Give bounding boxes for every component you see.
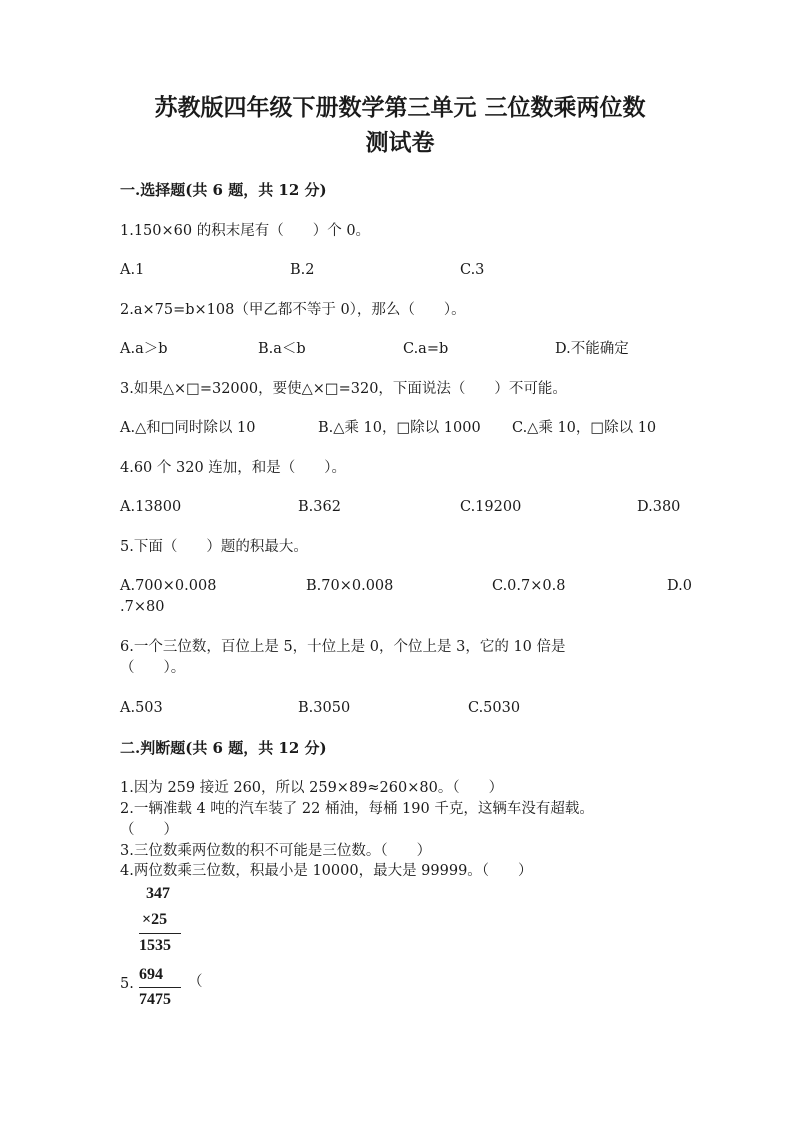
- page-title-line2: 测试卷: [365, 129, 435, 156]
- page-title-line1: 苏教版四年级下册数学第三单元 三位数乘两位数: [154, 94, 646, 121]
- q1-option-b: B.2: [290, 262, 315, 278]
- q5-option-c: C.0.7×0.8: [492, 578, 566, 594]
- question-6-continued: （ ）。: [120, 660, 186, 676]
- question-1: 1.150×60 的积末尾有（ ）个 0。: [120, 223, 371, 239]
- q2-option-c: C.a=b: [403, 341, 449, 357]
- section-heading-judgment: 二.判断题(共 6 题，共 12 分): [120, 739, 327, 757]
- q2-option-d: D.不能确定: [555, 341, 629, 357]
- q2-option-a: A.a＞b: [120, 341, 168, 357]
- q4-option-c: C.19200: [460, 499, 522, 515]
- judgment-item-5-paren: （: [188, 974, 203, 990]
- calc-multiplicand: 347: [146, 885, 170, 902]
- q4-option-d: D.380: [637, 499, 681, 515]
- q6-option-c: C.5030: [468, 700, 521, 716]
- q5-option-d-part2: .7×80: [120, 599, 165, 615]
- calc-partial-product-2: 694: [139, 966, 163, 983]
- q6-option-b: B.3050: [298, 700, 351, 716]
- q3-option-b: B.△乘 10，□除以 1000: [318, 420, 481, 436]
- question-2: 2.a×75=b×108（甲乙都不等于 0），那么（ ）。: [120, 302, 466, 318]
- calc-result: 7475: [139, 991, 171, 1008]
- q1-option-c: C.3: [460, 262, 485, 278]
- calc-rule-1: [139, 933, 181, 934]
- judgment-item-2: 2.一辆准载 4 吨的汽车装了 22 桶油，每桶 190 千克，这辆车没有超载。: [120, 801, 594, 817]
- q1-option-a: A.1: [120, 262, 145, 278]
- q5-option-b: B.70×0.008: [306, 578, 394, 594]
- question-4: 4.60 个 320 连加，和是（ ）。: [120, 460, 347, 476]
- q4-option-a: A.13800: [120, 499, 182, 515]
- calc-partial-product-1: 1535: [139, 937, 171, 954]
- question-3: 3.如果△×□=32000，要使△×□=320，下面说法（ ）不可能。: [120, 381, 567, 397]
- q5-option-a: A.700×0.008: [120, 578, 217, 594]
- q5-option-d-part1: D.0: [667, 578, 692, 594]
- section-heading-choice: 一.选择题(共 6 题，共 12 分): [120, 181, 327, 199]
- q3-option-a: A.△和□同时除以 10: [120, 420, 256, 436]
- question-5: 5.下面（ ）题的积最大。: [120, 539, 308, 555]
- q2-option-b: B.a＜b: [258, 341, 306, 357]
- calc-rule-2: [139, 987, 181, 988]
- judgment-item-1: 1.因为 259 接近 260，所以 259×89≈260×80。（ ）: [120, 780, 504, 796]
- judgment-item-2-continued: （ ）: [120, 822, 178, 838]
- judgment-item-5-number: 5.: [120, 976, 134, 992]
- q4-option-b: B.362: [298, 499, 341, 515]
- calc-multiplier: ×25: [142, 911, 168, 928]
- q6-option-a: A.503: [120, 700, 163, 716]
- q3-option-c: C.△乘 10，□除以 10: [512, 420, 657, 436]
- question-6: 6.一个三位数，百位上是 5，十位上是 0，个位上是 3，它的 10 倍是: [120, 639, 566, 655]
- judgment-item-3: 3.三位数乘两位数的积不可能是三位数。（ ）: [120, 843, 432, 859]
- judgment-item-4: 4.两位数乘三位数，积最小是 10000，最大是 99999。（ ）: [120, 863, 533, 879]
